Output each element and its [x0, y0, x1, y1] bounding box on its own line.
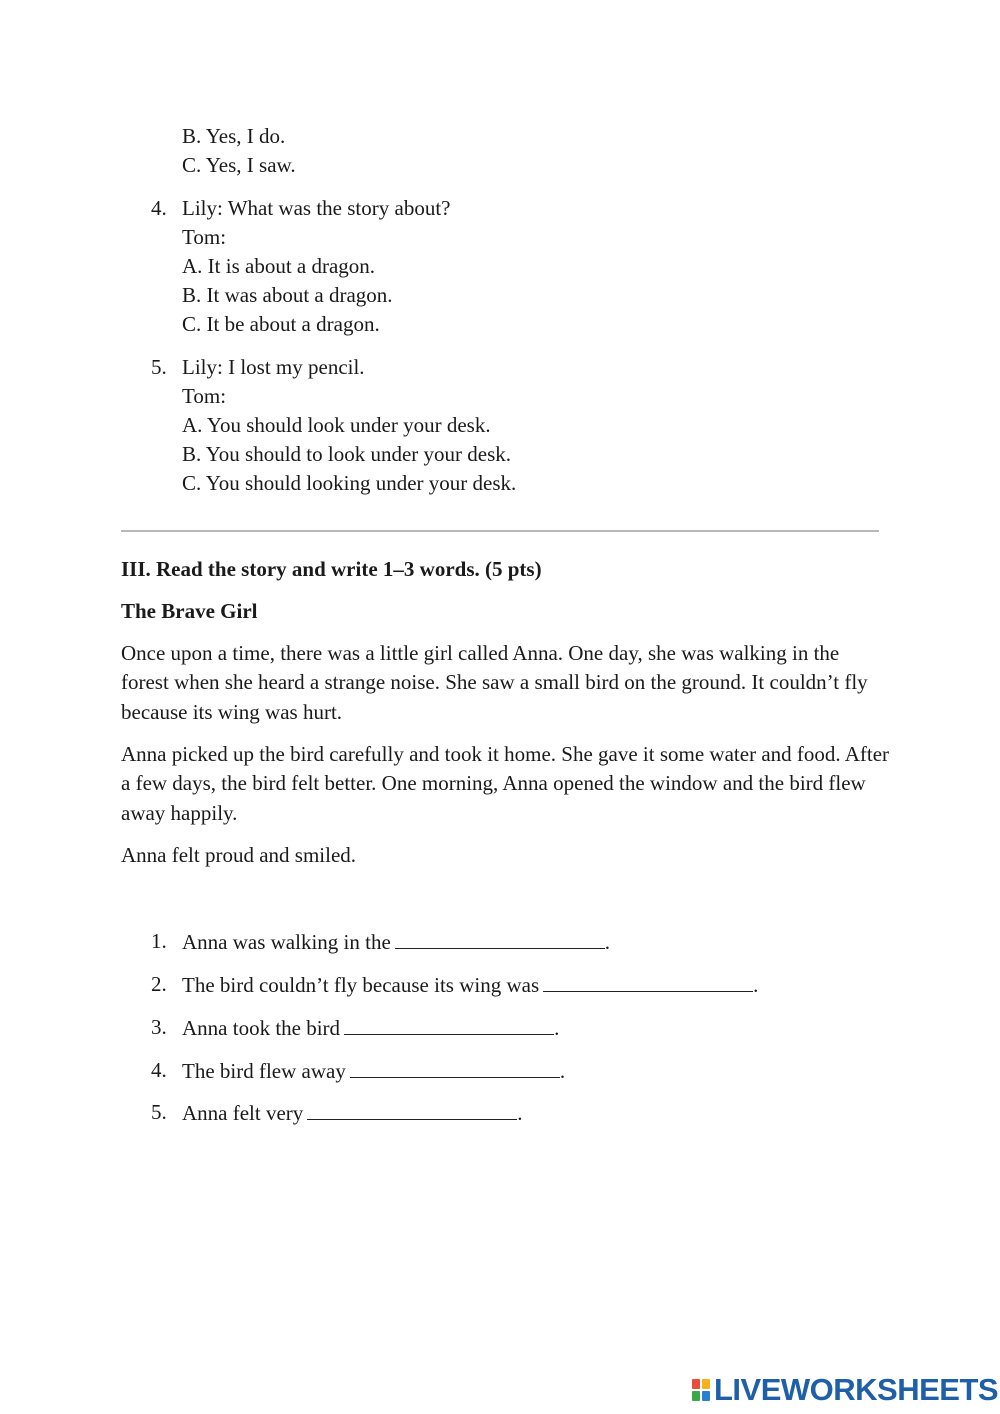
story-title: The Brave Girl: [121, 599, 258, 623]
q4-prompt: Lily: What was the story about?: [182, 196, 451, 220]
q3-option-c: C. Yes, I saw.: [182, 153, 296, 177]
liveworksheets-logo: [692, 1374, 998, 1406]
section3-heading: III. Read the story and write 1–3 words. (5 pts): [121, 557, 542, 581]
logo-wordmark: LIVEWORKSHEETS: [714, 1372, 999, 1407]
fill-q1: Anna was walking in the .: [182, 930, 611, 954]
q5-reply-label: Tom:: [182, 384, 227, 408]
q4-reply-label: Tom:: [182, 225, 227, 249]
fill-q3-number: 3.: [151, 1015, 167, 1039]
story-paragraph-2: Anna picked up the bird carefully and took it home. She gave it some water and food. After a few days, the bird felt better. One morning, Anna opened the window and the bird flew away happily.: [121, 742, 890, 825]
fill-q2: The bird couldn’t fly because its wing was .: [182, 973, 759, 997]
q5-number: 5.: [151, 355, 167, 379]
fill-q4-answer-blank[interactable]: [350, 1060, 560, 1078]
fill-q5-number: 5.: [151, 1100, 167, 1124]
q4-option-a: A. It is about a dragon.: [182, 254, 376, 278]
fill-q1-answer-blank[interactable]: [395, 931, 605, 949]
q4-number: 4.: [151, 196, 167, 220]
fill-q3-text: Anna took the bird: [182, 1016, 341, 1040]
q5-option-b: B. You should to look under your desk.: [182, 442, 512, 466]
fill-q5-answer-blank[interactable]: [307, 1102, 517, 1120]
q4-option-c: C. It be about a dragon.: [182, 312, 380, 336]
fill-q2-text: The bird couldn’t fly because its wing was: [182, 973, 540, 997]
q5-option-a: A. You should look under your desk.: [182, 413, 491, 437]
fill-q5-text: Anna felt very: [182, 1101, 304, 1125]
q4-option-b: B. It was about a dragon.: [182, 283, 393, 307]
q5-option-c: C. You should looking under your desk.: [182, 471, 517, 495]
fill-q5: Anna felt very .: [182, 1101, 523, 1125]
story-paragraph-1: Once upon a time, there was a little girl called Anna. One day, she was walking in the forest when she heard a strange noise. She saw a small bird on the ground. It couldn’t fly because its wing was hurt.: [121, 641, 868, 724]
fill-q3: Anna took the bird .: [182, 1016, 560, 1040]
fill-q1-text: Anna was walking in the: [182, 930, 391, 954]
fill-q4-text: The bird flew away: [182, 1059, 346, 1083]
fill-q4: The bird flew away .: [182, 1059, 566, 1083]
q5-prompt: Lily: I lost my pencil.: [182, 355, 365, 379]
q3-option-b: B. Yes, I do.: [182, 124, 286, 148]
fill-q2-answer-blank[interactable]: [543, 974, 753, 992]
fill-q1-number: 1.: [151, 929, 167, 953]
fill-q4-number: 4.: [151, 1058, 167, 1082]
fill-q3-answer-blank[interactable]: [344, 1017, 554, 1035]
section-divider: [121, 530, 879, 532]
fill-q2-number: 2.: [151, 972, 167, 996]
liveworksheets-mark-icon: [692, 1379, 710, 1401]
story-paragraph-3: Anna felt proud and smiled.: [121, 843, 357, 867]
